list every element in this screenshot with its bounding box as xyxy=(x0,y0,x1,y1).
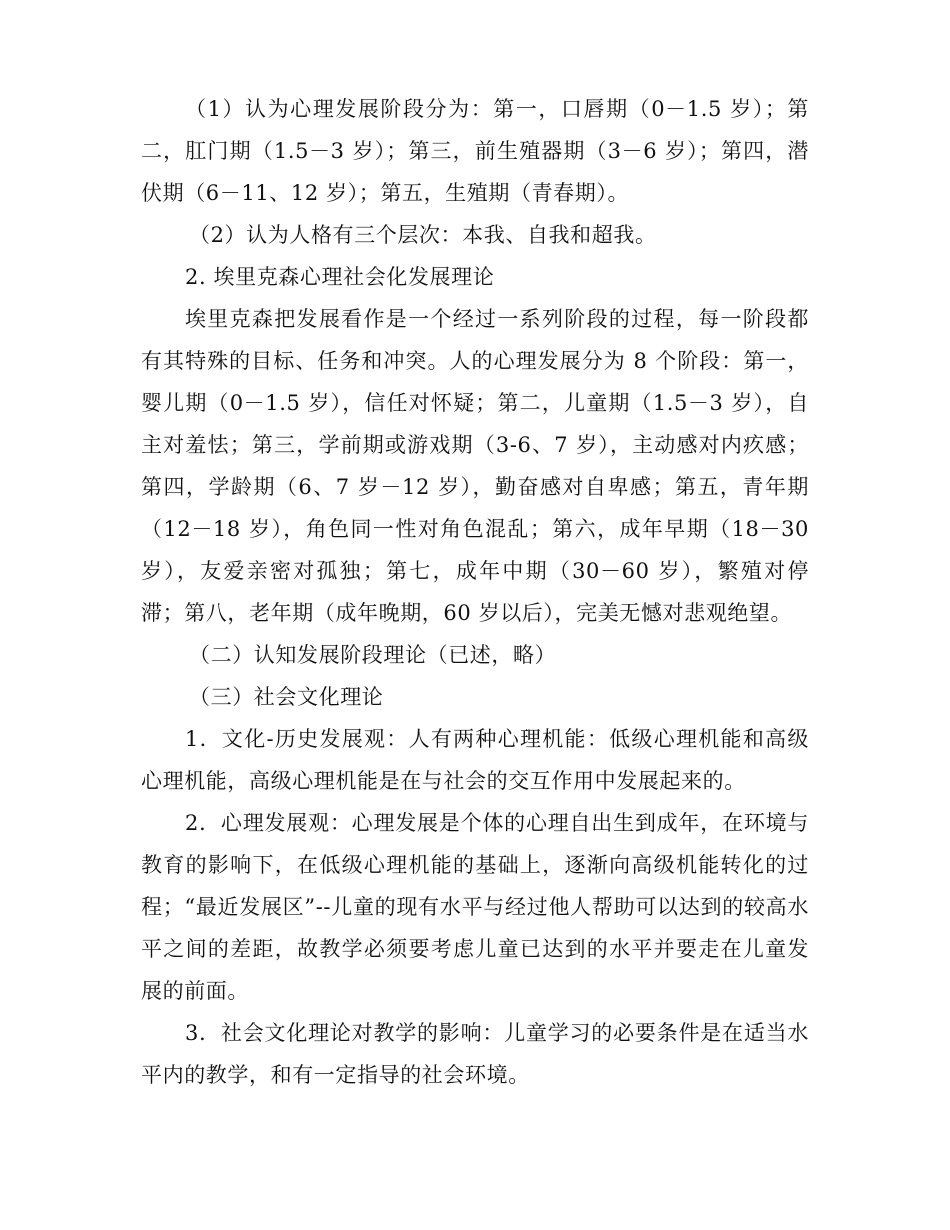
heading-cognitive-theory: （二）认知发展阶段理论（已述，略） xyxy=(189,643,557,667)
paragraph-teaching-influence: 3．社会文化理论对教学的影响：儿童学习的必要条件是在适当水平内的教学，和有一定指导的社会环境。 xyxy=(141,1021,809,1087)
paragraph-psychological-development: 2．心理发展观：心理发展是个体的心理自出生到成年，在环境与教育的影响下，在低级心理机能的基础上，逐渐向高级机能转化的过程；“最近发展区”--儿童的现有水平与经过他人帮助可以达到的较高水平之间的差距，故教学必须要考虑儿童已达到的水平并要走在儿童发展的前面。 xyxy=(141,811,809,1003)
paragraph-erikson-stages: 埃里克森把发展看作是一个经过一系列阶段的过程，每一阶段都有其特殊的目标、任务和冲突。人的心理发展分为 8 个阶段：第一，婴儿期（0－1.5 岁），信任对怀疑；第二，儿童期（1.5－3 岁），自主对羞怯；第三，学前期或游戏期（3-6、7 岁），主动感对内疚感；第四，学龄期（6、7 岁－12 岁），勤奋感对自卑感；第五，青年期（12－18 岁），角色同一性对角色混乱；第六，成年早期（18－30 岁），友爱亲密对孤独；第七，成年中期（30－60 岁），繁殖对停滞；第八，老年期（成年晚期，60 岁以后），完美无憾对悲观绝望。 xyxy=(141,307,809,625)
document-body xyxy=(141,88,809,1096)
paragraph-personality-levels: （2）认为人格有三个层次：本我、自我和超我。 xyxy=(189,223,657,247)
heading-sociocultural-theory: （三）社会文化理论 xyxy=(189,685,384,709)
paragraph-freud-stages: （1）认为心理发展阶段分为：第一，口唇期（0－1.5 岁）；第二，肛门期（1.5－3 岁）；第三，前生殖器期（3－6 岁）；第四，潜伏期（6－11、12 岁）；第五，生殖期（青春期）。 xyxy=(141,97,809,205)
paragraph-cultural-historical: 1．文化-历史发展观：人有两种心理机能：低级心理机能和高级心理机能，高级心理机能是在与社会的交互作用中发展起来的。 xyxy=(141,727,809,793)
heading-erikson-theory: 2. 埃里克森心理社会化发展理论 xyxy=(185,265,495,289)
